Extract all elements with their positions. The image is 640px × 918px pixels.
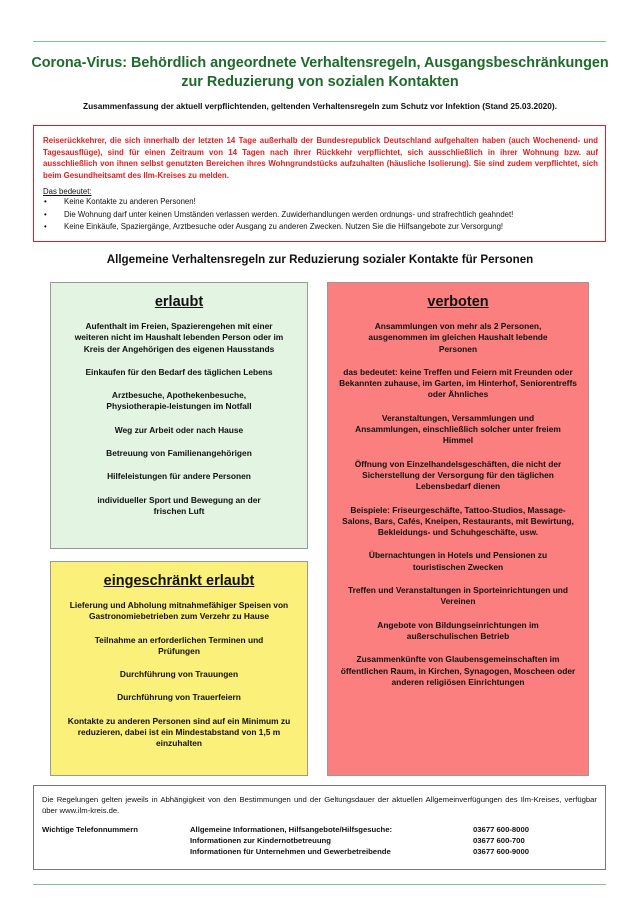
alert-lead: Das bedeutet: [43, 187, 92, 197]
allowed-item: Weg zur Arbeit oder nach Hause [114, 424, 244, 435]
allowed-item: Betreuung von Familienangehörigen [106, 448, 252, 459]
alert-text: Reiserückkehrer, die sich innerhalb der letzten 14 Tage außerhalb der Bundesrepublick Deutschland aufgehalten haben (auch Wochenend- und Tagesausflüge), sind für einen Zeitraum von 14 Tagen nach ihrer Rückkehr verpflichtet, sich ausschließlich in ihrer Wohnung bzw. auf ausschließlich von ihnen selbst genutzten Bereichen ihres Wohngrundstücks aufzuhalten (häusliche Isolierung). Sie sind zudem verpflichtet, sich beim Gesundheitsamt des Ilm-Kreises zu melden. [43, 136, 598, 180]
phone-description: Informationen für Unternehmen und Gewerbetreibende [190, 846, 391, 856]
phone-number: 03677 600-9000 [473, 846, 530, 856]
title-line-1: Corona-Virus: Behördlich angeordnete Verhaltensregeln, Ausgangsbeschränkungen [31, 55, 609, 71]
phones-label: Wichtige Telefonnummern [42, 824, 138, 834]
alert-bullet: • Keine Kontakte zu anderen Personen! [43, 196, 598, 208]
forbidden-item: Übernachtungen in Hotels und Pensionen zu touristischen Zwecken [368, 550, 548, 572]
forbidden-box [327, 282, 589, 776]
phone-description: Informationen zur Kindernotbetreuung [190, 835, 331, 845]
top-rule [33, 41, 606, 42]
section-heading: Allgemeine Verhaltensregeln zur Reduzierung sozialer Kontakte für Personen [106, 253, 534, 266]
allowed-item: Arztbesuche, Apothekenbesuche, Physiotherapie-leistungen im Notfall [106, 390, 252, 412]
forbidden-heading: verboten [427, 294, 489, 310]
alert-bullet: • Die Wohnung darf unter keinen Umständen verlassen werden. Zuwiderhandlungen werden ordnungs- und strafrechtlich geahndet! [43, 209, 598, 221]
phone-description: Allgemeine Informationen, Hilfsangebote/Hilfsgesuche: [190, 824, 393, 834]
forbidden-item: Veranstaltungen, Versammlungen und Ansammlungen, einschließlich solcher unter freiem Himmel [355, 412, 561, 446]
restricted-item: Durchführung von Trauerfeiern [117, 692, 241, 703]
forbidden-item: Ansammlungen von mehr als 2 Personen, ausgenommen im gleichen Haushalt lebende Personen [368, 321, 548, 354]
restricted-heading: eingeschränkt erlaubt [103, 573, 255, 589]
forbidden-item: Zusammenkünfte von Glaubensgemeinschaften im öffentlichen Raum, in Kirchen, Synagogen, Moscheen oder anderen religiösen Einrichtungen [340, 654, 576, 687]
page-title [20, 54, 620, 92]
forbidden-item: Treffen und Veranstaltungen in Sporteinrichtungen und Vereinen [347, 585, 569, 607]
restricted-item: Teilnahme an erforderlichen Terminen und Prüfungen [94, 634, 264, 656]
forbidden-item: Angebote von Bildungseinrichtungen im außerschulischen Betrieb [377, 619, 539, 641]
travel-return-alert [33, 125, 606, 242]
forbidden-item: Beispiele: Friseurgeschäfte, Tattoo-Studios, Massage-Salons, Bars, Cafés, Kneipen, Restaurants, mit Bewirtung, Bekleidungs- und Schuhgeschäfte, usw. [342, 504, 574, 538]
restricted-box [50, 561, 308, 776]
footer-box [33, 785, 606, 870]
forbidden-item: Öffnung von Einzelhandelsgeschäften, die nicht der Sicherstellung der Versorgung für den täglichen Lebensbedarf dienen [354, 458, 562, 492]
alert-bullet-list [43, 196, 598, 233]
allowed-item: Hilfeleistungen für andere Personen [107, 471, 251, 482]
restricted-item: Kontakte zu anderen Personen sind auf ein Minimum zu reduzieren, dabei ist ein Mindestabstand von 1,5 m einzuhalten [67, 715, 291, 749]
allowed-item: Einkaufen für den Bedarf des täglichen Lebens [85, 366, 273, 377]
bottom-rule [33, 884, 606, 885]
phone-number: 03677 600-700 [473, 835, 525, 845]
allowed-item: Aufenthalt im Freien, Spazierengehen mit einer weiteren nicht im Haushalt lebenden Person oder im Kreis der Angehörigen des eigenen Hausstands [74, 321, 284, 354]
restricted-item: Durchführung von Trauungen [119, 669, 239, 680]
title-line-2: zur Reduzierung von sozialen Kontakten [181, 74, 459, 90]
allowed-item: individueller Sport und Bewegung an der frischen Luft [97, 494, 261, 516]
alert-bullet: • Keine Einkäufe, Spaziergänge, Arztbesuche oder Ausgang zu anderen Zwecken. Nutzen Sie die Hilfsangebote zur Versorgung! [43, 221, 598, 233]
phone-number: 03677 600-8000 [473, 824, 530, 834]
page-subtitle: Zusammenfassung der aktuell verpflichtenden, geltenden Verhaltensregeln zum Schutz vor Infektion (Stand 25.03.2020). [83, 101, 557, 111]
phone-list [42, 825, 597, 859]
allowed-heading: erlaubt [154, 294, 204, 310]
allowed-box [50, 282, 308, 549]
footer-note: Die Regelungen gelten jeweils in Abhängigkeit von den Bestimmungen und der Geltungsdauer der aktuellen Allgemeinverfügungen des Ilm-Kreises, verfügbar über www.ilm-kreis.de. [42, 795, 597, 816]
forbidden-item: das bedeutet: keine Treffen und Feiern mit Freunden oder Bekannten zuhause, im Garten, im Hinterhof, Seniorentreffs oder Ähnliches [339, 366, 577, 400]
restricted-item: Lieferung und Abholung mitnahmefähiger Speisen von Gastronomiebetrieben zum Verzehr zu Hause [69, 600, 289, 622]
